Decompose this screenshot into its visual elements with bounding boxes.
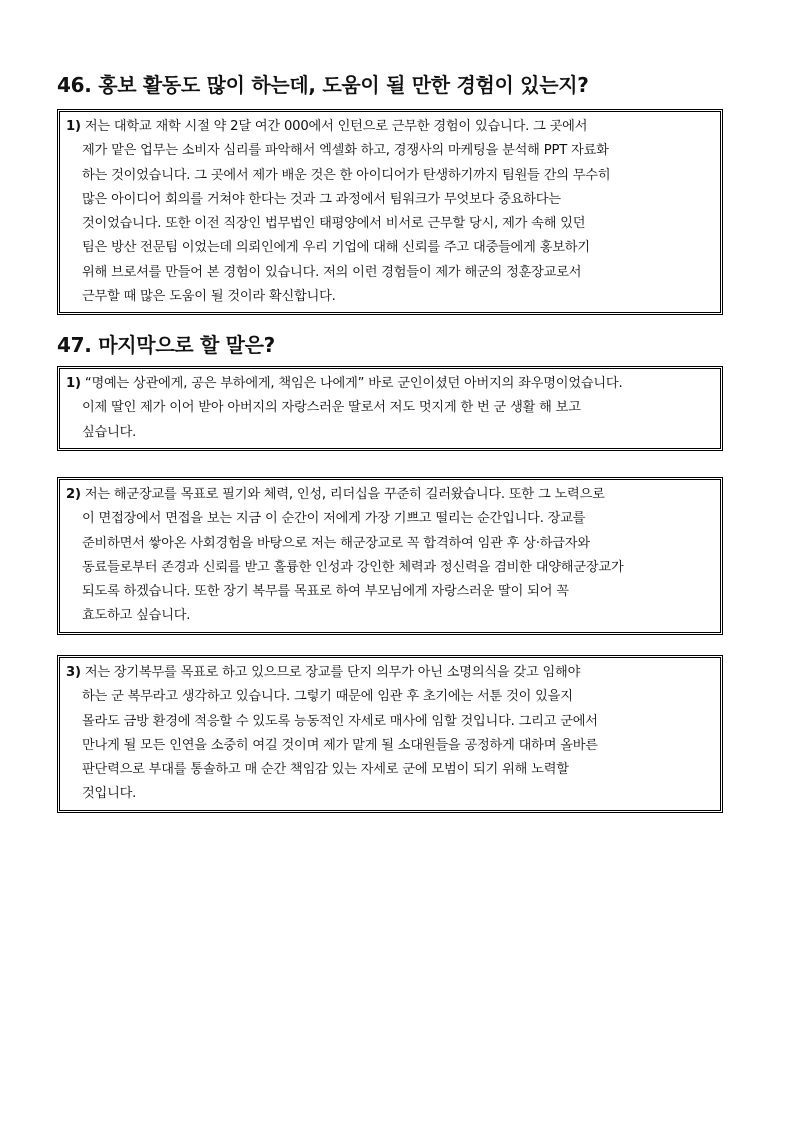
answer-line: 위해 브로셔를 만들어 본 경험이 있습니다. 저의 이런 경험들이 제가 해군의 정훈장교로서 bbox=[82, 264, 582, 280]
answer-line: 저는 해군장교를 목표로 필기와 체력, 인성, 리더십을 꾸준히 길러왔습니다. 또한 그 노력으로 bbox=[84, 487, 605, 502]
answer-line: 이 면접장에서 면접을 보는 지금 이 순간이 저에게 가장 기쁘고 떨리는 순간입니다. 장교를 bbox=[82, 511, 586, 527]
answer-box-46-1 bbox=[59, 111, 721, 313]
answer-line: 이제 딸인 제가 이어 받아 아버지의 자랑스러운 딸로서 저도 멋지게 한 번 군 생활 해 보고 bbox=[82, 400, 581, 416]
answer-line: 준비하면서 쌓아온 사회경험을 바탕으로 저는 해군장교로 꼭 합격하여 임관 후 상·하급자와 bbox=[82, 535, 590, 551]
question-46-heading: 46. 홍보 활동도 많이 하는데, 도움이 될 만한 경험이 있는지? bbox=[57, 73, 589, 97]
answer-number: 2) bbox=[66, 487, 81, 502]
answer-box-47-3 bbox=[59, 657, 721, 811]
answer-line: 싶습니다. bbox=[82, 424, 137, 440]
answer-number: 1) bbox=[66, 119, 81, 134]
answer-number: 1) bbox=[66, 376, 81, 391]
answer-line: 제가 맡은 업무는 소비자 심리를 파악해서 엑셀화 하고, 경쟁사의 마케팅을 분석해 PPT 자료화 bbox=[82, 143, 609, 159]
answer-line: 효도하고 싶습니다. bbox=[82, 608, 191, 624]
answer-line: “명예는 상관에게, 공은 부하에게, 책임은 나에게” 바로 군인이셨던 아버지의 좌우명이었습니다. bbox=[84, 376, 623, 391]
answer-line: 몰라도 금방 환경에 적응할 수 있도록 능동적인 자세로 매사에 임할 것입니다. 그리고 군에서 bbox=[82, 713, 598, 729]
answer-box-47-2 bbox=[59, 479, 721, 633]
answer-line: 많은 아이디어 회의를 거쳐야 한다는 것과 그 과정에서 팀워크가 무엇보다 중요하다는 bbox=[82, 191, 561, 207]
answer-line: 팀은 방산 전문팀 이었는데 의뢰인에게 우리 기업에 대해 신뢰를 주고 대중들에게 홍보하기 bbox=[82, 240, 590, 256]
answer-line: 판단력으로 부대를 통솔하고 매 순간 책임감 있는 자세로 군에 모범이 되기 위해 노력할 bbox=[82, 762, 569, 778]
answer-line: 근무할 때 많은 도움이 될 것이라 확신합니다. bbox=[82, 289, 336, 305]
answer-box-47-1 bbox=[59, 368, 721, 449]
answer-line: 저는 대학교 재학 시절 약 2달 여간 000에서 인턴으로 근무한 경험이 있습니다. 그 곳에서 bbox=[84, 119, 588, 134]
answer-line: 하는 군 복무라고 생각하고 있습니다. 그렇기 때문에 임관 후 초기에는 서툰 것이 있을지 bbox=[82, 689, 573, 705]
answer-line: 만나게 될 모든 인연을 소중히 여길 것이며 제가 맡게 될 소대원들을 공정하게 대하며 올바른 bbox=[82, 737, 598, 753]
answer-line: 동료들로부터 존경과 신뢰를 받고 훌륭한 인성과 강인한 체력과 정신력을 겸비한 대양해군장교가 bbox=[82, 559, 624, 575]
answer-line: 저는 장기복무를 목표로 하고 있으므로 장교를 단지 의무가 아닌 소명의식을 갖고 임해야 bbox=[84, 665, 581, 680]
answer-line: 되도록 하겠습니다. 또한 장기 복무를 목표로 하여 부모님에게 자랑스러운 딸이 되어 꼭 bbox=[82, 584, 569, 600]
answer-line: 하는 것이었습니다. 그 곳에서 제가 배운 것은 한 아이디어가 탄생하기까지 팀원들 간의 무수히 bbox=[82, 167, 611, 183]
question-47-heading: 47. 마지막으로 할 말은? bbox=[57, 333, 275, 357]
answer-line: 것입니다. bbox=[82, 786, 137, 802]
answer-line: 것이었습니다. 또한 이전 직장인 법무법인 태평양에서 비서로 근무할 당시, 제가 속해 있던 bbox=[82, 216, 586, 232]
answer-number: 3) bbox=[66, 665, 81, 680]
